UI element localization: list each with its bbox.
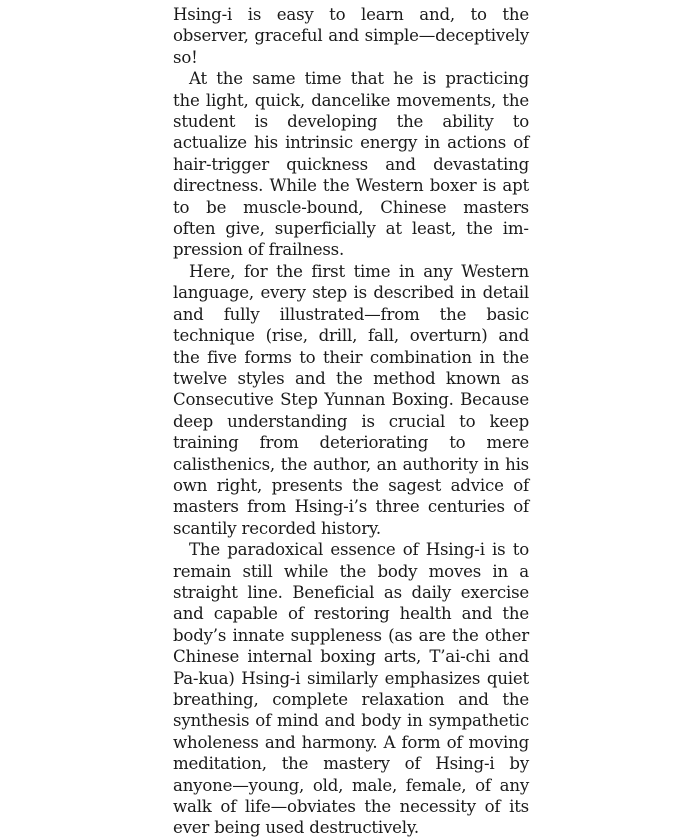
body-text-column: [173, 4, 529, 839]
paragraph-techniques: Here, for the first time in any Western language, every step is described in detail and fully illustrated—from the basic technique (rise, drill, fall, overturn) and the five forms to their combination in the twelve styles and the method known as Consecutive Step Yunnan Boxing. Because deep understanding is crucial to keep training from deteriorating to mere calisthenics, the author, an authority in his own right, presents the sagest advice of masters from Hsing-i’s three centuries of scantily recorded history.: [173, 261, 529, 538]
paragraph-intro: Hsing-i is easy to learn and, to the observer, graceful and simple—deceptively so!: [173, 5, 529, 67]
paragraph-essence: The paradoxical essence of Hsing-i is to remain still while the body moves in a straight line. Beneficial as daily exercise and capable of restoring health and the body’s innate suppleness (as are the other Chinese internal boxing arts, T’ai-chi and Pa-kua) Hsing-i similarly emphasizes quiet breathing, complete relaxation and the synthesis of mind and body in sympathetic wholeness and harmony. A form of moving meditation, the mastery of Hsing-i by anyone—young, old, male, female, of any walk of life—obviates the necessity of its ever being used destructively.: [173, 540, 529, 838]
paragraph-movements: At the same time that he is practicing the light, quick, dancelike movements, the student is developing the ability to actualize his intrinsic energy in actions of hair-trigger quickness and devastating directness. While the Western boxer is apt to be muscle-bound, Chinese masters often give, superficially at least, the impression of frailness.: [173, 69, 529, 260]
